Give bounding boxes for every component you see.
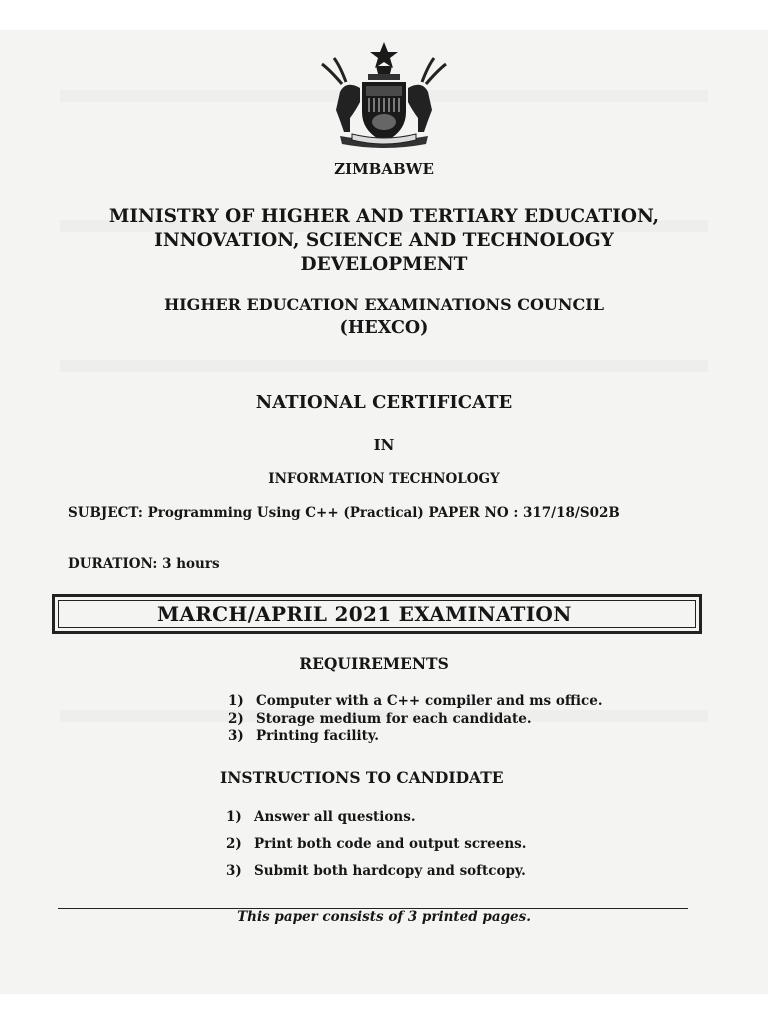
item-number: 2): [228, 710, 244, 727]
list-item: [228, 693, 603, 711]
item-text: Computer with a C++ compiler and ms office.: [256, 693, 603, 709]
requirements-list: [228, 693, 603, 746]
country-name: ZIMBABWE: [334, 160, 434, 178]
exam-session-banner: [52, 594, 702, 634]
instructions-list: [226, 809, 526, 890]
item-number: 3): [228, 728, 244, 744]
exam-session-title: MARCH/APRIL 2021 EXAMINATION: [157, 602, 572, 626]
page-count-note: This paper consists of 3 printed pages.: [237, 909, 531, 925]
list-item: [226, 863, 526, 890]
item-text: Print both code and output screens.: [254, 836, 527, 852]
banner-inner-border: [58, 600, 696, 628]
ministry-line: MINISTRY OF HIGHER AND TERTIARY EDUCATION,: [108, 206, 660, 227]
ministry-line: INNOVATION, SCIENCE AND TECHNOLOGY: [154, 230, 614, 251]
subject-line: SUBJECT: Programming Using C++ (Practical) PAPER NO : 317/18/S02B: [68, 505, 620, 521]
ministry-title: [0, 205, 768, 277]
certificate-title: NATIONAL CERTIFICATE: [255, 392, 513, 413]
connector-word: IN: [373, 436, 395, 454]
council-abbreviation: (HEXCO): [339, 318, 429, 338]
item-text: Printing facility.: [256, 728, 379, 744]
council-name: HIGHER EDUCATION EXAMINATIONS COUNCIL: [164, 295, 604, 314]
list-item: [228, 728, 603, 746]
requirements-heading: REQUIREMENTS: [299, 654, 449, 673]
item-number: 1): [228, 693, 244, 709]
item-text: Answer all questions.: [254, 809, 416, 825]
list-item: [226, 836, 526, 863]
item-number: 3): [226, 863, 242, 879]
list-item: [226, 809, 526, 836]
item-number: 2): [226, 836, 242, 852]
program-name: INFORMATION TECHNOLOGY: [268, 471, 500, 487]
duration-line: DURATION: 3 hours: [68, 556, 220, 572]
item-number: 1): [226, 809, 242, 825]
list-item: [228, 711, 603, 729]
instructions-heading: INSTRUCTIONS TO CANDIDATE: [220, 768, 504, 787]
item-text: Storage medium for each candidate.: [256, 710, 532, 727]
bleed-through: [60, 360, 708, 372]
zimbabwe-coat-of-arms-icon: [300, 40, 468, 152]
item-text: Submit both hardcopy and softcopy.: [254, 863, 526, 879]
ministry-line: DEVELOPMENT: [300, 254, 468, 275]
